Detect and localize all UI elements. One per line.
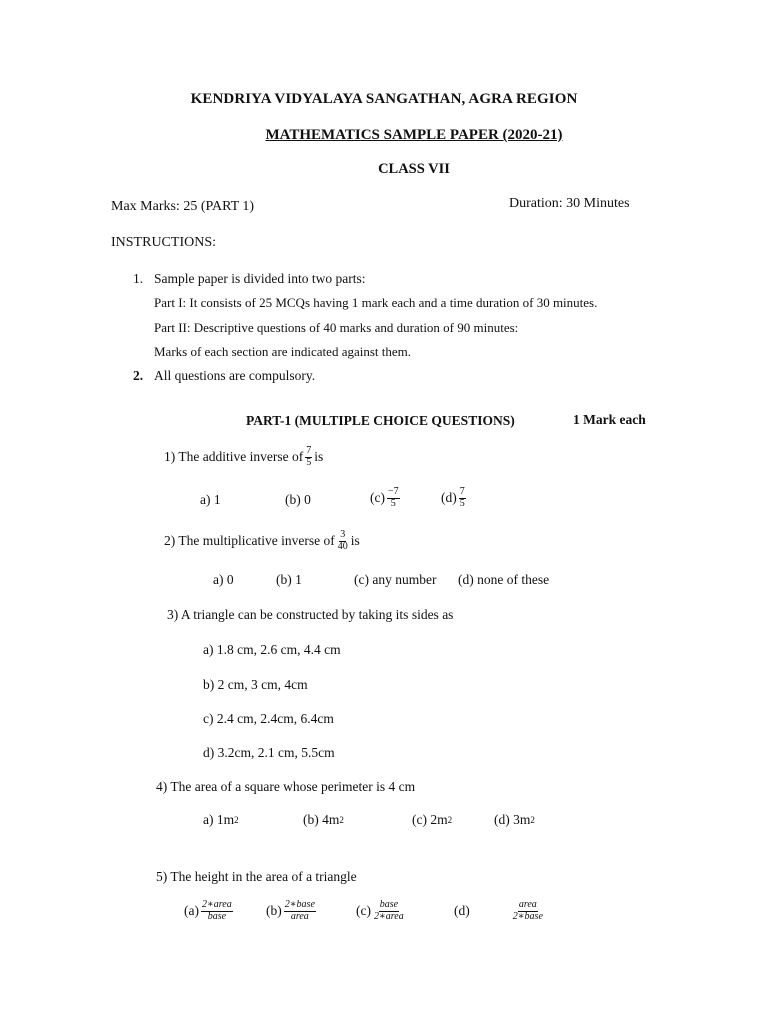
fraction-numerator: 7 — [459, 486, 465, 497]
instruction-part-2: Part II: Descriptive questions of 40 marks and duration of 90 minutes: — [154, 320, 519, 335]
question-2-suffix: is — [350, 533, 360, 548]
fraction-numerator: base — [379, 899, 399, 910]
q1-option-d-fraction — [459, 487, 466, 509]
q1-option-a: a) 1 — [200, 492, 221, 507]
q1-option-c-label: (c) — [370, 490, 385, 505]
q4-option-d-text: (d) 3m — [494, 812, 531, 827]
q1-option-c — [370, 487, 402, 509]
question-1-options — [0, 487, 768, 517]
fraction-denominator: 5 — [306, 456, 312, 468]
instruction-part-1: Part I: It consists of 25 MCQs having 1 mark each and a time duration of 30 minutes. — [154, 295, 598, 310]
q2-option-a: a) 0 — [213, 572, 234, 587]
section-title: PART-1 (MULTIPLE CHOICE QUESTIONS) — [246, 413, 515, 428]
instruction-1-number: 1. — [133, 271, 144, 286]
paper-title-text: MATHEMATICS SAMPLE PAPER (2020-21) — [265, 127, 563, 143]
question-4-options — [0, 812, 768, 836]
q4-option-d — [494, 812, 535, 828]
paper-title — [0, 127, 768, 144]
instruction-2-number: 2. — [133, 368, 144, 383]
question-1-fraction — [305, 446, 312, 468]
fraction-denominator: 2∗area — [373, 910, 404, 922]
section-marks: 1 Mark each — [573, 412, 646, 427]
instruction-marks-note: Marks of each section are indicated against them. — [154, 344, 412, 359]
fraction-numerator: 2∗base — [284, 899, 315, 910]
q4-option-c-exponent: 2 — [447, 815, 453, 825]
fraction-denominator: 5 — [459, 497, 465, 509]
q3-option-a: a) 1.8 cm, 2.6 cm, 4.4 cm — [203, 642, 341, 657]
question-1-suffix: is — [314, 449, 324, 464]
q4-option-a-exponent: 2 — [234, 815, 239, 825]
duration: Duration: 30 Minutes — [509, 196, 630, 211]
instruction-1-text: Sample paper is divided into two parts: — [154, 271, 366, 286]
question-1-text: 1) The additive inverse of — [164, 449, 304, 464]
instruction-2-text: All questions are compulsory. — [154, 368, 316, 383]
q1-option-d-label: (d) — [441, 490, 457, 505]
fraction-numerator: 2∗area — [201, 899, 232, 910]
fraction-numerator: 7 — [306, 445, 312, 456]
class-heading: CLASS VII — [378, 161, 450, 177]
q5-option-d-fraction — [512, 900, 544, 922]
fraction-numerator: 3 — [340, 529, 346, 540]
fraction-denominator: 5 — [390, 497, 396, 509]
q4-option-a-text: a) 1m — [203, 812, 235, 827]
q3-option-d: d) 3.2cm, 2.1 cm, 5.5cm — [203, 745, 335, 760]
question-5-options — [0, 900, 768, 932]
q2-option-b: (b) 1 — [276, 572, 302, 587]
max-marks: Max Marks: 25 (PART 1) — [111, 199, 255, 214]
q4-option-b-exponent: 2 — [339, 815, 344, 825]
q2-option-d: (d) none of these — [458, 572, 550, 587]
q4-option-c — [412, 812, 452, 828]
q3-option-c: c) 2.4 cm, 2.4cm, 6.4cm — [203, 711, 334, 726]
question-3-text: 3) A triangle can be constructed by taking its sides as — [167, 607, 454, 622]
question-2-options — [0, 572, 768, 592]
q5-option-c-fraction — [373, 900, 405, 922]
q1-option-d — [441, 487, 468, 509]
fraction-denominator: base — [207, 910, 227, 922]
question-1 — [164, 446, 323, 468]
q5-option-b — [266, 900, 318, 922]
q5-option-d-label: (d) — [454, 903, 470, 918]
fraction-denominator: 40 — [337, 540, 348, 552]
org-heading: KENDRIYA VIDYALAYA SANGATHAN, AGRA REGION — [190, 91, 578, 107]
q5-option-c — [356, 900, 407, 922]
q5-option-b-label: (b) — [266, 903, 282, 918]
q4-option-b — [303, 812, 344, 828]
q5-option-d — [454, 900, 546, 922]
q1-option-b: (b) 0 — [285, 492, 311, 507]
q5-option-a — [184, 900, 235, 922]
instructions-heading: INSTRUCTIONS: — [111, 235, 217, 250]
q5-option-c-label: (c) — [356, 903, 371, 918]
question-4-text: 4) The area of a square whose perimeter is 4 cm — [156, 779, 416, 794]
fraction-denominator: area — [290, 910, 309, 922]
question-2-fraction — [337, 530, 349, 552]
q4-option-c-text: (c) 2m — [412, 812, 448, 827]
question-5-text: 5) The height in the area of a triangle — [156, 869, 357, 884]
q2-option-c: (c) any number — [354, 572, 437, 587]
q4-option-d-exponent: 2 — [530, 815, 535, 825]
q5-option-a-label: (a) — [184, 903, 199, 918]
fraction-numerator: area — [518, 899, 537, 910]
fraction-numerator: −7 — [387, 486, 399, 497]
q1-option-c-fraction — [387, 487, 400, 509]
question-2-text: 2) The multiplicative inverse of — [164, 533, 335, 548]
question-2 — [164, 530, 360, 552]
q4-option-b-text: (b) 4m — [303, 812, 340, 827]
q3-option-b: b) 2 cm, 3 cm, 4cm — [203, 677, 308, 692]
fraction-denominator: 2∗base — [512, 910, 543, 922]
q5-option-a-fraction — [201, 900, 233, 922]
q4-option-a — [203, 812, 239, 828]
q5-option-b-fraction — [284, 900, 316, 922]
